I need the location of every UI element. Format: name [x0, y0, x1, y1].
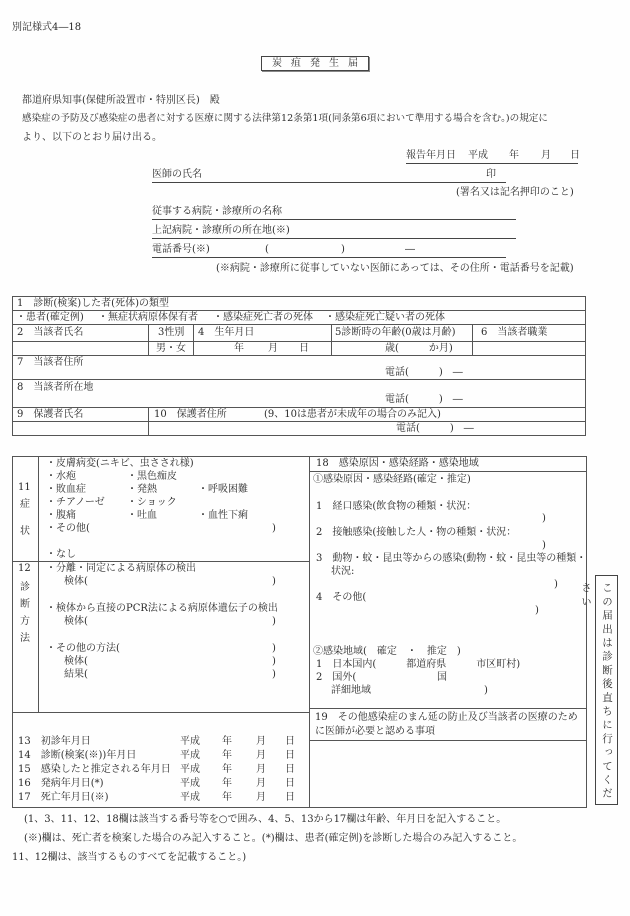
patient-name-header: 2 当該者氏名 [17, 327, 84, 338]
route-animal[interactable]: 3 動物・蚊・昆虫等からの感染(動物・蚊・昆虫等の種類・ [316, 553, 587, 564]
guardian-name-label: 9 保護者氏名 [17, 409, 84, 420]
sex-header: 3性別 [158, 327, 185, 338]
footnote-1: (1、3、11、12、18欄は該当する番号等を○で囲み、4、5、13から17欄は年齢、年月日を記入すること。 [24, 814, 507, 825]
birth-month: 月 [268, 343, 278, 354]
date-era: 平成 [180, 764, 200, 775]
date-year: 年 [222, 764, 232, 775]
sec11-char-1: 症 [20, 499, 30, 510]
birth-day: 日 [299, 343, 309, 354]
footnote-2: (※)欄は、死亡者を検案した場合のみ記入すること。(*)欄は、患者(確定例)を診断した場合のみ記入すること。 [24, 833, 523, 844]
phone-label: 電話番号(※) [152, 244, 210, 255]
form-id: 別記様式4―18 [12, 22, 82, 33]
symptom-abdominal-pain[interactable]: ・腹痛 [46, 510, 76, 521]
symptom-bloody-diarrhea[interactable]: ・血性下痢 [198, 510, 248, 521]
patient-location-label: 8 当該者所在地 [17, 382, 94, 393]
symptom-eschar[interactable]: ・黒色痂皮 [127, 471, 177, 482]
guardian-address-label: 10 保護者住所 [154, 409, 227, 420]
report-date-field[interactable] [406, 151, 578, 164]
sec11-number: 11 [18, 482, 31, 493]
phone-open-paren: ( [265, 244, 269, 255]
diagnosis-type-label: 1 診断(検案)した者(死体)の類型 [17, 298, 169, 309]
paren-close: ) [535, 605, 539, 616]
date-year: 年 [222, 792, 232, 803]
symptom-other-close: ) [272, 523, 276, 534]
symptom-shock[interactable]: ・ショック [127, 497, 177, 508]
symptom-other[interactable]: ・その他( [46, 523, 90, 534]
guardian-phone: 電話( ) ― [396, 423, 474, 434]
report-date-era: 平成 [468, 150, 488, 161]
method-pcr-specimen: 検体( [64, 616, 88, 627]
hospital-name-field[interactable] [152, 207, 516, 220]
infection-route-label[interactable]: ①感染原因・感染経路(確定・推定) [313, 474, 471, 485]
intro-line-2: より、以下のとおり届け出る。 [22, 132, 162, 143]
type-asymptomatic[interactable]: ・無症状病原体保有者 [98, 312, 198, 323]
date-era: 平成 [180, 778, 200, 789]
doctor-note: (※病院・診療所に従事していない医師にあっては、その住所・電話番号を記載) [216, 263, 574, 274]
paren-close: ) [542, 513, 546, 524]
hospital-address-label: 上記病院・診療所の所在地(※) [152, 225, 290, 236]
region-country: 国 [437, 672, 447, 683]
date-era: 平成 [180, 736, 200, 747]
symptom-sepsis[interactable]: ・敗血症 [46, 484, 86, 495]
date-month: 月 [256, 764, 266, 775]
report-date-label: 報告年月日 [406, 150, 456, 161]
region-domestic[interactable]: 1 日本国内( 都道府県 市区町村) [316, 659, 521, 670]
date-day: 日 [285, 778, 295, 789]
sec12-number: 12 [18, 563, 31, 574]
date-month: 月 [256, 792, 266, 803]
method-pcr[interactable]: ・検体から直接のPCR法による病原体遺伝子の検出 [46, 603, 278, 614]
paren-close: ) [554, 579, 558, 590]
date-day: 日 [285, 736, 295, 747]
date-day: 日 [285, 764, 295, 775]
doctor-name-field[interactable] [152, 170, 506, 183]
paren-close: ) [272, 643, 276, 654]
symptom-blister[interactable]: ・水疱 [46, 471, 76, 482]
type-suspected-death[interactable]: ・感染症死亡疑い者の死体 [325, 312, 445, 323]
report-date-day: 日 [570, 150, 580, 161]
phone-field[interactable] [152, 245, 506, 258]
date-label: 14 診断(検案(※))年月日 [18, 750, 137, 761]
sec12-char-1: 診 [20, 582, 30, 593]
paren-close: ) [272, 576, 276, 587]
symptom-skin[interactable]: ・皮膚病変(ニキビ、虫さされ様) [46, 458, 194, 469]
date-label: 16 発病年月日(*) [18, 778, 104, 789]
sec12-char-3: 方 [20, 616, 30, 627]
sec19-input-area[interactable] [310, 741, 586, 807]
paren-close: ) [484, 685, 488, 696]
route-contact[interactable]: 2 接触感染(接触した人・物の種類・状況： [316, 527, 517, 538]
hospital-address-field[interactable] [152, 226, 516, 239]
route-oral[interactable]: 1 経口感染(飲食物の種類・状況： [316, 501, 477, 512]
route-other[interactable]: 4 その他( [316, 592, 367, 603]
seal-note: (署名又は記名押印のこと) [456, 187, 574, 198]
date-label: 15 感染したと推定される年月日 [18, 764, 171, 775]
sex-value[interactable]: 男・女 [156, 343, 186, 354]
date-year: 年 [222, 778, 232, 789]
symptom-dyspnea[interactable]: ・呼吸困難 [198, 484, 248, 495]
paren-close: ) [542, 540, 546, 551]
method-other-specimen: 検体( [64, 656, 88, 667]
route-animal-status: 状況: [331, 566, 355, 577]
patient-phone: 電話( ) ― [385, 367, 463, 378]
symptom-cyanosis[interactable]: ・チアノーゼ [46, 497, 105, 508]
sec11-char-2: 状 [20, 526, 30, 537]
patient-address-label: 7 当該者住所 [17, 357, 84, 368]
symptom-fever[interactable]: ・発熱 [127, 484, 157, 495]
method-other-result: 結果( [64, 669, 88, 680]
symptom-hematemesis[interactable]: ・吐血 [127, 510, 157, 521]
region-overseas[interactable]: 2 国外( [316, 672, 357, 683]
date-month: 月 [256, 778, 266, 789]
seal-mark: 印 [486, 169, 496, 180]
report-date-month: 月 [541, 150, 551, 161]
sec12-char-2: 断 [20, 599, 30, 610]
sec19-line-2: に医師が必要と認める事項 [315, 726, 435, 737]
date-year: 年 [222, 736, 232, 747]
occupation-header: 6 当該者職業 [481, 327, 548, 338]
hospital-name-label: 従事する病院・診療所の名称 [152, 206, 282, 217]
type-death[interactable]: ・感染症死亡者の死体 [213, 312, 313, 323]
report-date-year: 年 [509, 150, 519, 161]
paren-close: ) [272, 669, 276, 680]
date-era: 平成 [180, 792, 200, 803]
addressee: 都道府県知事(保健所設置市・特別区長) 殿 [22, 95, 220, 106]
region-detail: 詳細地域 [331, 685, 371, 696]
side-note: この届出は診断後直ちに行ってください [595, 575, 618, 805]
guardian-note: (9、10は患者が未成年の場合のみ記入) [264, 409, 441, 420]
infection-region-label[interactable]: ②感染地域( 確定 ・ 推定 ) [313, 646, 461, 657]
date-label: 13 初診年月日 [18, 736, 91, 747]
date-year: 年 [222, 750, 232, 761]
location-phone: 電話( ) ― [385, 394, 463, 405]
date-era: 平成 [180, 750, 200, 761]
type-patient[interactable]: ・患者(確定例) [16, 312, 84, 323]
method-other[interactable]: ・その他の方法( [46, 643, 120, 654]
date-day: 日 [285, 792, 295, 803]
doctor-name-label: 医師の氏名 [152, 169, 202, 180]
phone-dash: ― [405, 244, 415, 255]
date-month: 月 [256, 736, 266, 747]
birthdate-header: 4 生年月日 [198, 327, 255, 338]
phone-close-paren: ) [341, 244, 345, 255]
symptom-none[interactable]: ・なし [46, 549, 76, 560]
sec18-header: 18 感染原因・感染経路・感染地域 [316, 458, 479, 469]
date-label: 17 死亡年月日(※) [18, 792, 109, 803]
age-header: 5診断時の年齢(0歳は月齢) [335, 327, 456, 338]
paren-close: ) [272, 656, 276, 667]
paren-close: ) [272, 616, 276, 627]
intro-line-1: 感染症の予防及び感染症の患者に対する医療に関する法律第12条第1項(同条第6項において準用する場合を含む。)の規定に [22, 113, 548, 124]
footnote-3: 11、12欄は、該当するものすべてを記載すること。) [12, 852, 247, 863]
form-title: 炭疽発生届 [261, 56, 369, 71]
date-month: 月 [256, 750, 266, 761]
method-isolation-specimen: 検体( [64, 576, 88, 587]
method-isolation[interactable]: ・分離・同定による病原体の検出 [46, 563, 196, 574]
sec12-char-4: 法 [20, 633, 30, 644]
birth-year: 年 [234, 343, 244, 354]
age-value: 歳( か月) [385, 343, 453, 354]
sec19-line-1: 19 その他感染症のまん延の防止及び当該者の医療のため [315, 712, 578, 723]
date-day: 日 [285, 750, 295, 761]
